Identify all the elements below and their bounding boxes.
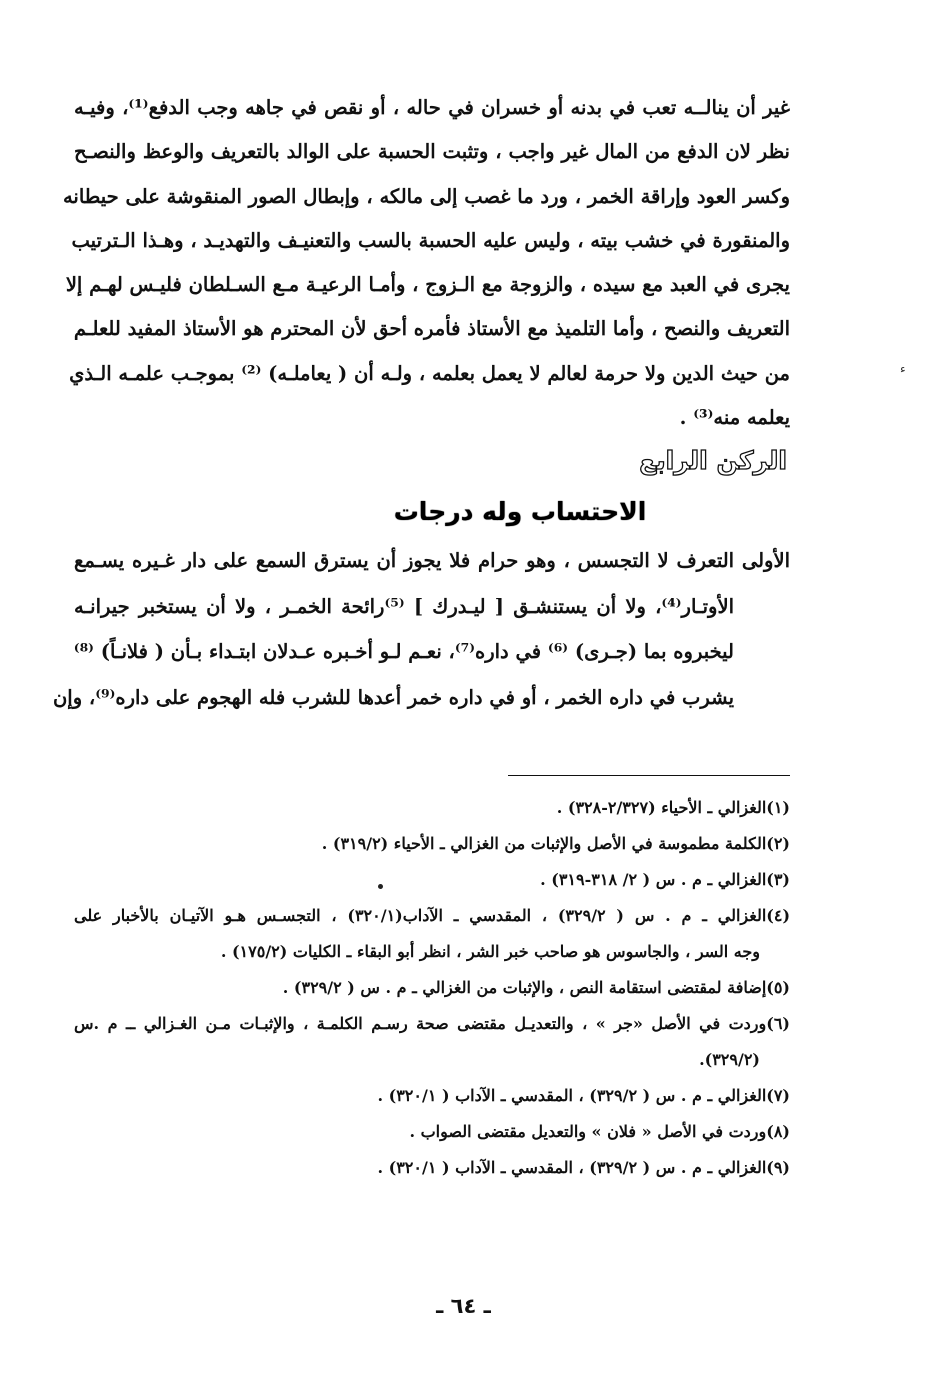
footnote-continuation: وجه السر ، والجاسوس هو صاحب خبر الشر ، انظر أبو البقاء ـ الكليات (١٧٥/٢) .: [220, 942, 760, 961]
body-line: يشرب في داره الخمر ، أو في داره خمر أعدها للشرب فله الهجوم على داره⁽⁹⁾، وإن: [52, 685, 734, 709]
footnote-separator: [508, 775, 790, 776]
body-line: وكسر العود وإراقة الخمر ، ورد ما غصب إلى مالكه ، وإبطال الصور المنقوشة على حيطانه: [62, 184, 790, 208]
body-line: والمنقورة في خشب بيته ، وليس عليه الحسبة بالسب والتعنيـف والتهديـد ، وهـذا الـترتيب: [71, 228, 790, 252]
footnote: (٩)الغزالي ـ م . س ( ٣٢٩/٢) ، المقدسي ـ الآداب ( ٣٢٠/١) .: [377, 1158, 790, 1177]
footnote: (٣)الغزالي ـ م . س ( ٢/ ٣١٨-٣١٩) .: [540, 870, 790, 889]
margin-mark: ء: [900, 362, 906, 376]
footnote: (٦)وردت في الأصل «جر » ، والتعديـل مقتضى صحة رسـم الكلمـة ، والإثبـات مـن الغـزالي ــ م .س: [74, 1014, 790, 1033]
footnote-continuation: (٣٢٩/٢).: [699, 1050, 760, 1069]
body-line: الأوتـار⁽⁴⁾، ولا أن يستنشـق [ ليـدرك ] ⁽⁵⁾رائحة الخمـر ، ولا أن يستخبر جيرانـه: [74, 594, 734, 618]
scan-speck: [378, 884, 383, 889]
body-line: من حيث الدين ولا حرمة لعالم لا يعمل بعلمه ، ولـه أن ( يعاملـه) ⁽²⁾ بموجـب علمـه الـذي: [69, 361, 790, 385]
footnote: (٥)إضافة لمقتضى استقامة النص ، والإثبات من الغزالي ـ م . س ( ٣٢٩/٢) .: [282, 978, 790, 997]
body-line: يجرى في العبد مع سيده ، والزوجة مع الـزوج ، وأمـا الرعيـة مـع السـلطان فليـس لهـم إلا: [65, 273, 790, 297]
section-subtitle: الاحتساب وله درجات: [393, 497, 647, 526]
footnote: (٤)الغزالي ـ م . س ( ٣٢٩/٢) ، المقدسي ـ الآداب(٣٢٠/١) ، التجسـس هـو الآتيـان بالأخبار على: [74, 906, 791, 925]
footnotes: [74, 790, 790, 1186]
footnote: (٧)الغزالي ـ م . س ( ٣٢٩/٢) ، المقدسي ـ الآداب ( ٣٢٠/١) .: [377, 1086, 790, 1105]
footnote: (٨)وردت في الأصل « فلان » والتعديل مقتضى الصواب .: [409, 1122, 790, 1141]
body-line: الأولى التعرف لا التجسس ، وهو حرام فلا يجوز أن يسترق السمع على دار غـيره يسـمع: [74, 549, 790, 572]
section-title: الركن الرابع: [639, 446, 787, 475]
footnote: (١)الغزالي ـ الأحياء (٢/٣٢٧-٣٢٨) .: [556, 798, 790, 817]
body-line: نظر لان الدفع من المال غير واجب ، وتثبت الحسبة على الوالد بالتعريف والوعظ والنصـح: [74, 140, 790, 164]
footnote: (٢)الكلمة مطموسة في الأصل والإثبات من الغزالي ـ الأحياء (٣١٩/٢) .: [321, 834, 790, 853]
second-paragraph: [52, 538, 790, 720]
body-line: ليخبروه بما (جـرى) ⁽⁶⁾ في داره⁽⁷⁾، نعـم لـو أخـبره عـدلان ابتـداء بـأن ( فلانـاً) ⁽⁸⁾: [73, 640, 734, 663]
page-number: ـ ٦٤ ـ: [436, 1294, 491, 1318]
body-line: التعريف والنصح ، وأما التلميذ مع الأستاذ فأمره أحق لأن المحترم هو الأستاذ المفيد للعلـم: [73, 317, 790, 341]
body-line: يعلمه منه⁽³⁾ .: [679, 406, 790, 430]
body-line: غير أن ينالــه تعب في بدنه أو خسران في حاله ، أو نقص في جاهه وجب الدفع⁽¹⁾، وفيـه: [74, 96, 790, 119]
main-paragraph: [62, 86, 790, 440]
